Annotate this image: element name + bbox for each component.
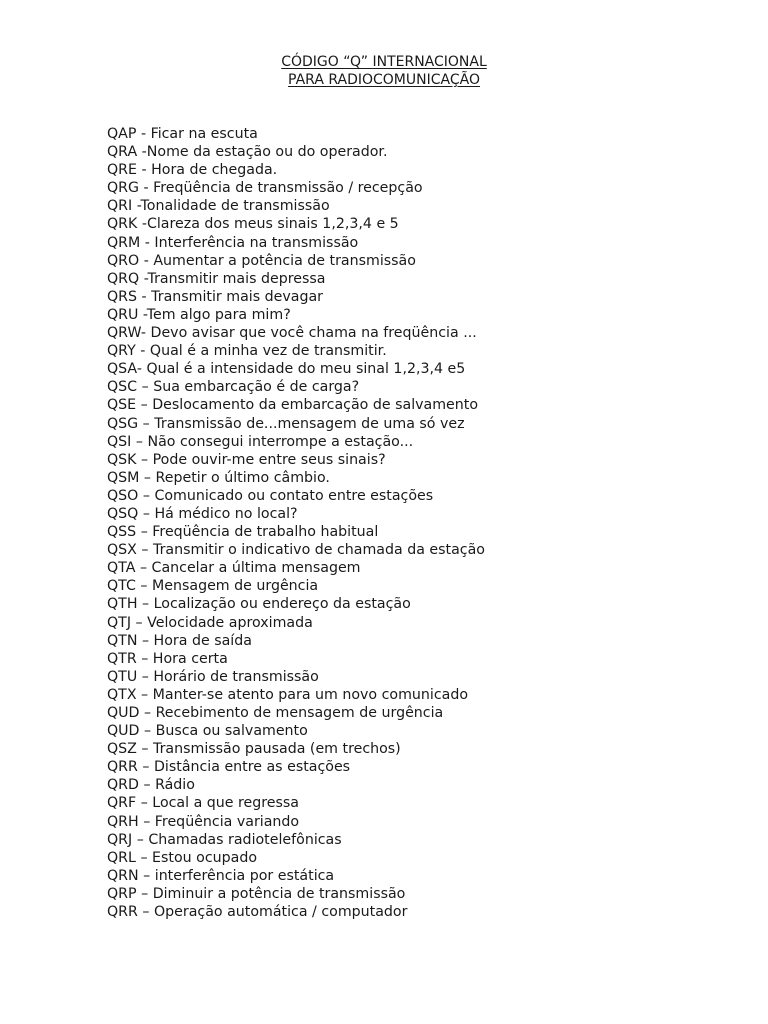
q-code-item: QRE - Hora de chegada.	[107, 162, 278, 179]
q-code-item: QRJ – Chamadas radiotelefônicas	[107, 831, 342, 848]
title-line-2-text: PARA RADIOCOMUNICAÇÃO	[288, 72, 480, 88]
q-code-item: QSG – Transmissão de...mensagem de uma só vez	[107, 415, 465, 432]
q-code-item: QRY - Qual é a minha vez de transmitir.	[107, 343, 387, 360]
q-code-item: QRS - Transmitir mais devagar	[107, 288, 323, 305]
q-code-item: QTX – Manter-se atento para um novo comunicado	[107, 686, 469, 703]
q-code-item: QRW- Devo avisar que você chama na freqüência ...	[107, 325, 477, 342]
q-code-item: QRP – Diminuir a potência de transmissão	[107, 885, 406, 902]
q-code-item: QTR – Hora certa	[107, 650, 228, 667]
q-code-item: QTN – Hora de saída	[107, 632, 252, 649]
q-code-item: QRG - Freqüência de transmissão / recepção	[107, 180, 423, 197]
q-code-item: QSI – Não consegui interrompe a estação...	[107, 433, 414, 450]
q-code-item: QAP - Ficar na escuta	[107, 126, 258, 142]
q-code-item: QRI -Tonalidade de transmissão	[107, 198, 330, 215]
title-line-1	[0, 53, 768, 71]
q-code-item: QSE – Deslocamento da embarcação de salvamento	[107, 397, 479, 414]
q-code-item: QRU -Tem algo para mim?	[107, 306, 291, 323]
q-code-item: QTU – Horário de transmissão	[107, 668, 319, 685]
q-code-item: QRA -Nome da estação ou do operador.	[107, 144, 388, 161]
q-code-item: QRD – Rádio	[107, 777, 195, 794]
q-code-item: QTJ – Velocidade aproximada	[107, 614, 313, 631]
q-code-item: QTH – Localização ou endereço da estação	[107, 596, 411, 613]
q-code-item: QSS – Freqüência de trabalho habitual	[107, 524, 379, 541]
document-title	[0, 53, 768, 89]
q-code-item: QSX – Transmitir o indicativo de chamada da estação	[107, 542, 485, 559]
q-code-item: QRF – Local a que regressa	[107, 795, 300, 812]
q-code-item: QSZ – Transmissão pausada (em trechos)	[107, 741, 401, 758]
q-code-item: QRQ -Transmitir mais depressa	[107, 270, 326, 287]
q-code-item: QUD – Recebimento de mensagem de urgência	[107, 705, 444, 721]
q-code-item: QRO - Aumentar a potência de transmissão	[107, 252, 416, 269]
q-code-item: QRH – Freqüência variando	[107, 813, 300, 830]
q-code-item: QSC – Sua embarcação é de carga?	[107, 379, 360, 396]
q-code-item: QRN – interferência por estática	[107, 867, 335, 884]
q-code-item: QRM - Interferência na transmissão	[107, 234, 359, 251]
q-code-item: QSK – Pode ouvir-me entre seus sinais?	[107, 451, 386, 468]
q-code-item: QRR – Distância entre as estações	[107, 759, 351, 776]
q-code-item: QRK -Clareza dos meus sinais 1,2,3,4 e 5	[107, 216, 399, 233]
q-code-item: QRL – Estou ocupado	[107, 849, 258, 866]
q-code-item: QSM – Repetir o último câmbio.	[107, 469, 330, 486]
q-code-item: QRR – Operação automática / computador	[107, 904, 408, 921]
q-code-item: QTC – Mensagem de urgência	[107, 578, 319, 595]
q-code-item: QUD – Busca ou salvamento	[107, 723, 308, 740]
q-code-item: QSO – Comunicado ou contato entre estações	[107, 487, 434, 504]
q-code-list	[107, 125, 707, 921]
q-code-item: QSQ – Há médico no local?	[107, 505, 298, 522]
title-line-2	[0, 71, 768, 89]
title-line-1-text: CÓDIGO “Q” INTERNACIONAL	[281, 54, 487, 70]
q-code-item: QSA- Qual é a intensidade do meu sinal 1,2,3,4 e5	[107, 361, 466, 378]
q-code-item: QTA – Cancelar a última mensagem	[107, 560, 361, 577]
